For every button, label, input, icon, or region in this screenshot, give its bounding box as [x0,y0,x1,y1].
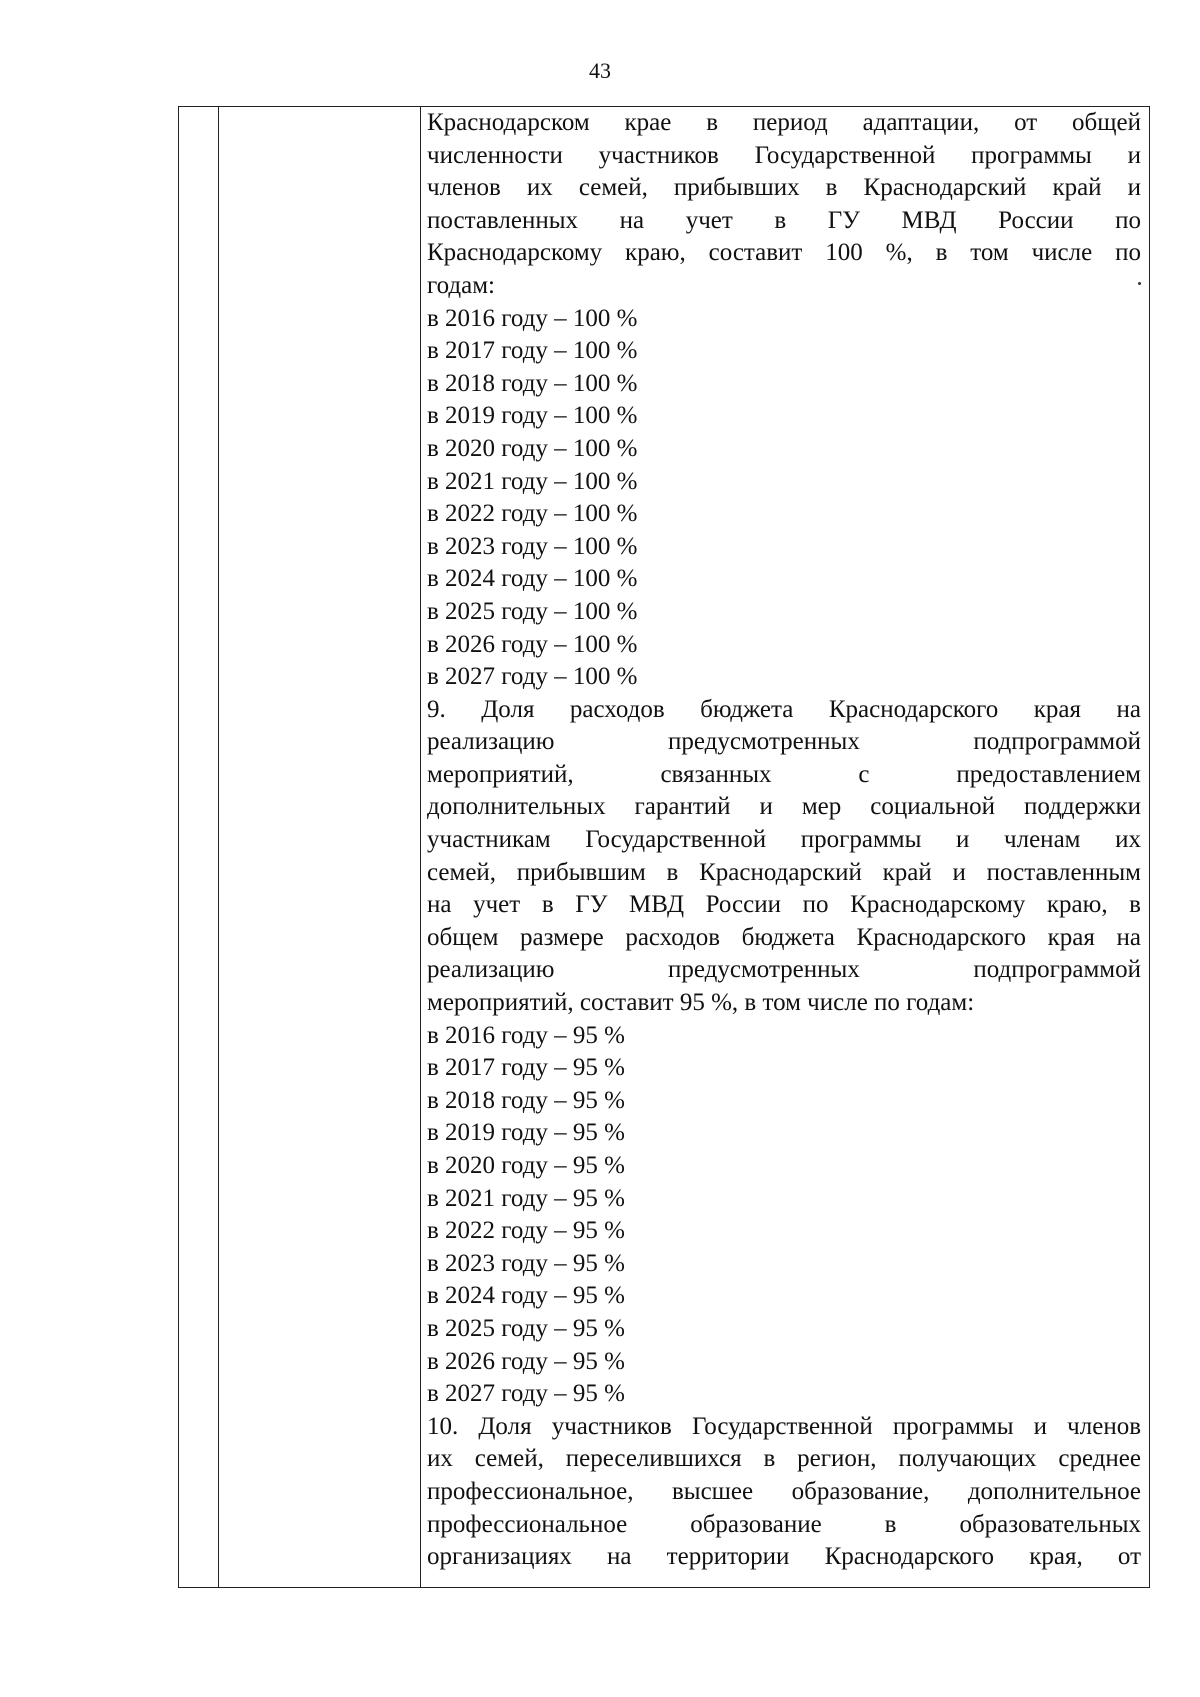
cell-text-line: в 2023 году – 95 % [427,1249,626,1277]
cell-text-line: в 2020 году – 95 % [427,1152,626,1179]
cell-text-line: реализацию предусмотренных подпрограммой [427,728,1141,756]
cell-text-line: общем размере расходов бюджета Краснодарского края на [427,923,1141,951]
cell-text-line: в 2022 году – 95 % [427,1217,626,1245]
cell-text-line: членов их семей, прибывших в Краснодарский край и [427,174,1141,202]
cell-text-line: в 2026 году – 95 % [427,1347,626,1375]
cell-text-line: реализацию предусмотренных подпрограммой [427,956,1141,984]
cell-text-line: в 2017 году – 100 % [427,337,638,365]
cell-text-line: годам: [427,271,495,299]
table-column-number [179,107,219,1587]
cell-text-line: организациях на территории Краснодарского края, от [427,1543,1141,1571]
cell-text-line: их семей, переселившихся в регион, получающих среднее [427,1445,1141,1473]
cell-text-line: в 2022 году – 100 % [427,500,638,528]
cell-text-line: в 2017 году – 95 % [427,1054,626,1082]
cell-text-line: участникам Государственной программы и членам их [427,826,1141,854]
cell-text-line: в 2016 году – 95 % [427,1021,626,1049]
cell-text-line: мероприятий, составит 95 %, в том числе по годам: [427,989,975,1017]
cell-text-line: в 2019 году – 100 % [427,402,638,430]
cell-text-line: Краснодарском крае в период адаптации, от общей [427,109,1141,136]
cell-text-line: в 2027 году – 95 % [427,1380,626,1408]
cell-text-line: 10. Доля участников Государственной программы и членов [427,1412,1141,1440]
cell-text-line: 9. Доля расходов бюджета Краснодарского края на [427,695,1141,723]
cell-text-line: Краснодарскому краю, составит 100 %, в том числе по [427,239,1141,267]
cell-text-line: в 2018 году – 95 % [427,1086,626,1114]
table-column-name [219,107,421,1587]
page-number: 43 [589,58,611,83]
cell-text-line: численности участников Государственной программы и [427,141,1141,169]
cell-text-line: в 2016 году – 100 % [427,304,638,332]
cell-text-line: в 2024 году – 100 % [427,565,638,593]
cell-text-line: профессиональное образование в образовательных [427,1510,1141,1538]
cell-text-line: дополнительных гарантий и мер социальной поддержки [427,793,1141,821]
cell-text-line: профессиональное, высшее образование, дополнительное [427,1477,1141,1505]
cell-text-line: в 2018 году – 100 % [427,369,638,397]
cell-text-line: в 2027 году – 100 % [427,663,638,691]
cell-text-line: на учет в ГУ МВД России по Краснодарскому краю, в [427,891,1141,919]
table-cell-description [421,107,1149,1587]
cell-text-line: в 2025 году – 100 % [427,597,638,625]
cell-text-line: поставленных на учет в ГУ МВД России по [427,206,1141,234]
cell-text-line: семей, прибывшим в Краснодарский край и поставленным [427,858,1141,886]
cell-text-line: в 2020 году – 100 % [427,434,638,462]
cell-text-line: в 2026 году – 100 % [427,630,638,658]
document-table [178,106,1150,1588]
cell-text-line: в 2021 году – 95 % [427,1184,626,1212]
cell-text-line: в 2021 году – 100 % [427,467,638,495]
cell-text-line: мероприятий, связанных с предоставлением [427,760,1141,788]
cell-text-line: в 2023 году – 100 % [427,532,638,560]
cell-text-line: в 2024 году – 95 % [427,1282,626,1310]
scan-dot-mark [1138,282,1141,285]
cell-text-line: в 2019 году – 95 % [427,1119,626,1147]
cell-text-line: в 2025 году – 95 % [427,1314,626,1342]
